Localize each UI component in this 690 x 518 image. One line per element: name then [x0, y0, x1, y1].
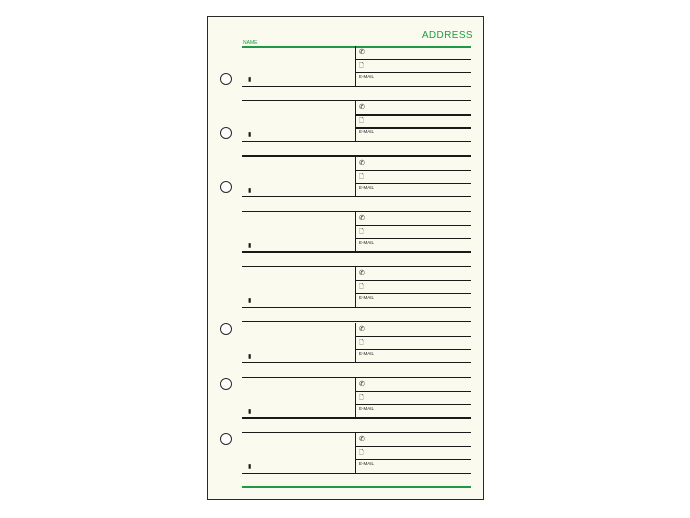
email-label: E-MAIL	[359, 129, 375, 135]
fax-icon: 🗋	[359, 173, 364, 180]
phone-icon: ✆	[359, 270, 365, 278]
phone-icon: ✆	[359, 325, 365, 333]
phone-icon: ✆	[359, 104, 365, 112]
mobile-email-line[interactable]	[242, 141, 471, 142]
column-divider	[355, 157, 356, 197]
binder-hole	[220, 73, 232, 85]
phone-line[interactable]	[355, 336, 471, 337]
mobile-phone-icon: ▮	[248, 77, 252, 83]
binder-hole	[220, 181, 232, 193]
address-entry	[242, 212, 471, 267]
mobile-phone-icon: ▮	[248, 242, 252, 249]
mobile-phone-icon: ▮	[248, 408, 252, 415]
phone-line[interactable]	[355, 391, 471, 392]
address-entry	[242, 101, 471, 156]
address-refill-sheet	[207, 16, 484, 500]
phone-line[interactable]	[355, 114, 471, 115]
mobile-phone-icon: ▮	[248, 187, 252, 194]
page-title: ADDRESS	[421, 30, 473, 41]
email-label: E-MAIL	[359, 405, 375, 411]
mobile-email-line[interactable]	[242, 196, 471, 197]
address-entry	[242, 157, 471, 212]
fax-icon: 🗋	[359, 63, 364, 69]
mobile-email-line[interactable]	[242, 86, 471, 87]
mobile-phone-icon: ▮	[248, 353, 252, 360]
mobile-email-line[interactable]	[242, 473, 471, 474]
mobile-phone-icon: ▮	[248, 298, 252, 305]
phone-icon: ✆	[359, 436, 365, 444]
address-entry	[242, 323, 471, 378]
mobile-phone-icon: ▮	[248, 464, 252, 471]
address-entry	[242, 378, 471, 433]
mobile-email-line[interactable]	[242, 307, 471, 308]
phone-icon: ✆	[359, 214, 365, 222]
column-divider	[355, 46, 356, 86]
address-entry	[242, 433, 471, 488]
address-entry	[242, 267, 471, 322]
fax-icon: 🗋	[359, 284, 364, 291]
mobile-email-line[interactable]	[242, 417, 471, 418]
phone-line[interactable]	[355, 225, 471, 226]
fax-icon: 🗋	[359, 118, 364, 125]
phone-line[interactable]	[355, 280, 471, 281]
email-label: E-MAIL	[359, 74, 375, 79]
mobile-email-line[interactable]	[242, 362, 471, 363]
phone-icon: ✆	[359, 380, 365, 388]
column-divider	[355, 267, 356, 307]
column-divider	[355, 323, 356, 363]
phone-line[interactable]	[355, 446, 471, 447]
phone-line[interactable]	[355, 59, 471, 60]
email-label: E-MAIL	[359, 239, 375, 245]
email-label: E-MAIL	[359, 350, 375, 356]
email-label: E-MAIL	[359, 461, 375, 467]
column-divider	[355, 101, 356, 141]
footer-rule	[242, 486, 471, 488]
column-divider	[355, 378, 356, 418]
mobile-phone-icon: ▮	[248, 132, 252, 139]
fax-icon: 🗋	[359, 450, 364, 457]
name-column-label: NAME	[243, 40, 258, 46]
mobile-email-line[interactable]	[242, 251, 471, 252]
binder-hole	[220, 433, 232, 445]
column-divider	[355, 433, 356, 473]
email-label: E-MAIL	[359, 295, 375, 301]
email-label: E-MAIL	[359, 184, 375, 190]
binder-hole	[220, 378, 232, 390]
phone-icon: ✆	[359, 159, 365, 167]
fax-icon: 🗋	[359, 394, 364, 401]
column-divider	[355, 212, 356, 252]
fax-icon: 🗋	[359, 339, 364, 346]
phone-line[interactable]	[355, 170, 471, 171]
fax-icon: 🗋	[359, 228, 364, 235]
address-entry	[242, 46, 471, 101]
binder-hole	[220, 323, 232, 335]
phone-icon: ✆	[359, 49, 365, 56]
binder-hole	[220, 127, 232, 139]
